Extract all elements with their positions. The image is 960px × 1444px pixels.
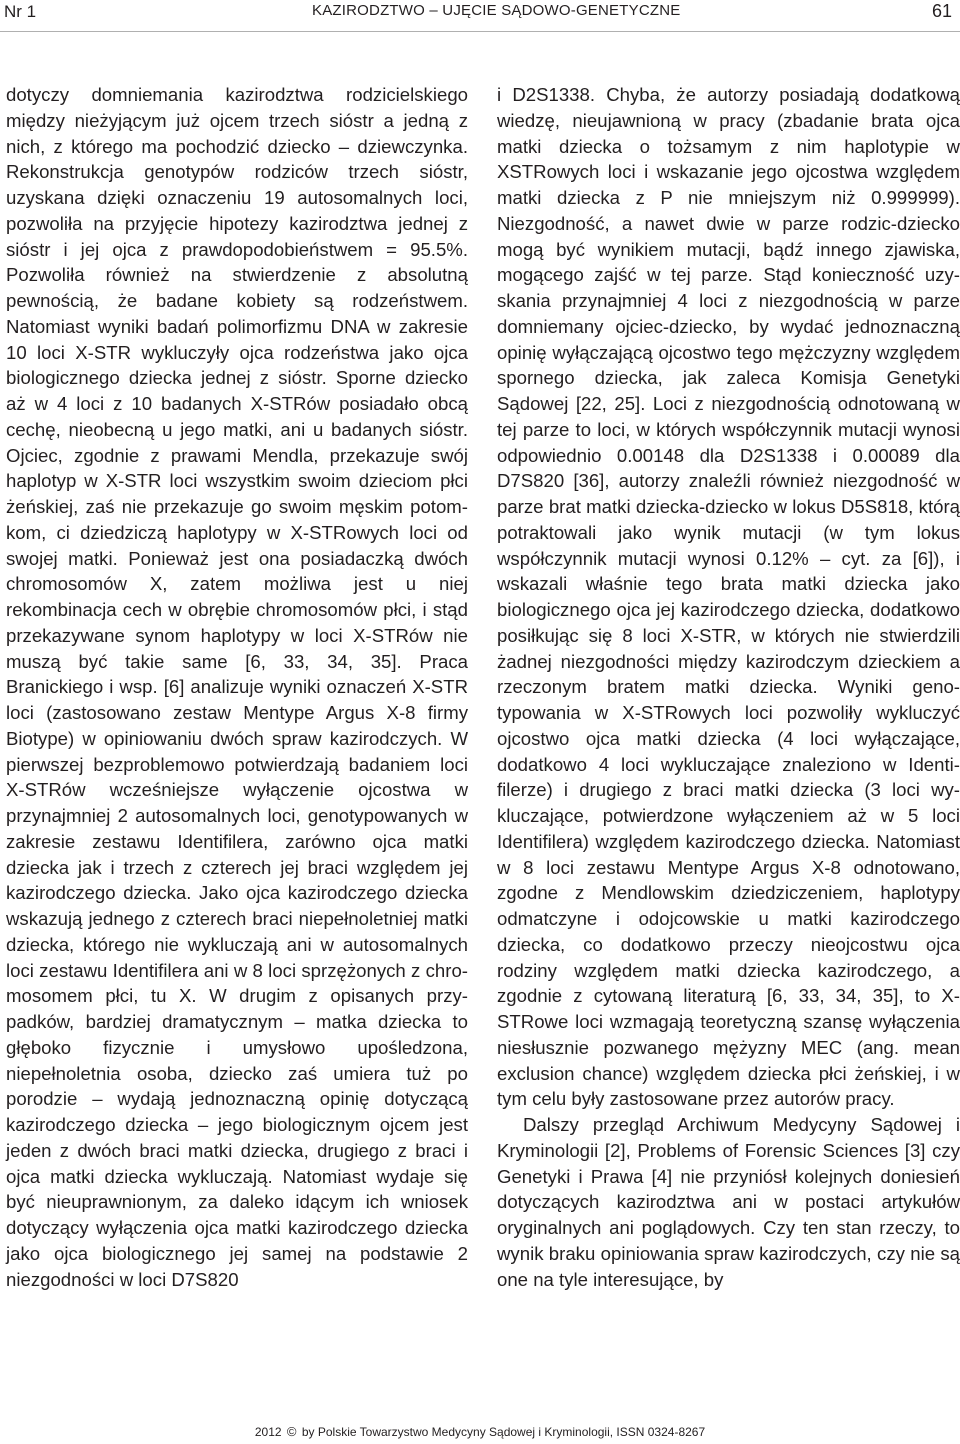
running-title: KAZIRODZTWO – UJĘCIE SĄDOWO-GENETYCZNE (312, 2, 681, 19)
page-number: 61 (931, 1, 952, 21)
running-header (0, 0, 960, 32)
copyright-icon: © (286, 1424, 297, 1439)
footer-text: by Polskie Towarzystwo Medycyny Sądowej i Kryminologii, ISSN 0324-8267 (301, 1425, 706, 1439)
footer-year: 2012 (254, 1425, 282, 1439)
body-paragraph: i D2S1338. Chyba, że autorzy posiadają dodatkową wiedzę, nieujawnioną w pracy (zbadanie brata ojca matki dziecka o tożsamym z nim haplotypie w XSTRowych loci i wskazanie jego ojcostwa względem matki dziecka z P nie mniejszym niż 0.999999). Niezgodność, a nawet dwie w parze rodzic-dziecko mogą być wynikiem mutacji, bądź innego zjawiska, mogącego zajść w tej parze. Stąd konieczność uzyskania przynajmniej 4 loci z niezgodnością w parze domniemany ojciec-dziecko, by wydać jednoznaczną opinię wyłączającą ojcostwo tego mężczyzny względem spornego dziecka, jak zaleca Komisja Genetyki Sądowej [22, 25]. Loci z niezgodnością odnotowaną w tej parze to loci, w których współczynnik mutacji wynosi odpowiednio 0.00148 dla D2S1338 i 0.00089 dla D7S820 [36], autorzy znaleźli również niezgodność w parze brat matki dziecka-dziecko w lokus D5S818, którą potraktowali jako wynik mutacji (w tym lokus współczynnik mutacji wynosi 0.12% – cyt. za [6]), i wskazali właśnie tego brata matki dziecka jako biologicznego ojca jej kazirodczego dziecka, dodatkowo posiłkując się 8 loci X-STR, w których nie stwierdzili żadnej niezgodności między kazirodczym dzieckiem a rzeczonym bratem matki dziecka. Wyniki genotypowania w X-STRowych loci pozwoliły wykluczyć ojcostwo ojca matki dziecka (4 loci wyłączające, dodatkowo 4 loci wykluczające znaleziono w Identifilerze) i drugiego z braci matki dziecka (3 loci wykluczające, potwierdzone wyłączeniem aż w 5 loci Identifilera) względem kazirodczego dziecka. Natomiast w 8 loci zestawu Mentype Argus X-8 odnotowano, zgodne z Mendlowskim dziedziczeniem, haplotypy odmatczyne i odojcowskie u matki kazirodczego dziecka, co dodatkowo przeczy nieojcostwu ojca rodziny względem matki dziecka kazirodczego, a zgodnie z cytowaną literaturą [6, 33, 34, 35], to X-STRowe loci wzmagają teoretyczną szansę wyłączenia niesłusznie pozwanego mężyzny MEC (ang. mean exclusion chance) względem dziecka płci żeńskiej, i w tym celu były zastosowane przez autorów pracy. (497, 84, 960, 1110)
left-column (6, 82, 468, 1292)
header-divider (0, 31, 960, 32)
page-footer (0, 1424, 960, 1439)
issue-number: Nr 1 (4, 2, 37, 21)
right-column (497, 82, 960, 1292)
body-paragraph: Dalszy przegląd Archiwum Medycyny Sądowej i Kryminologii [2], Problems of Forensic Sciences [3] czy Genetyki i Prawa [4] nie przyniósł kolejnych doniesień dotyczących kazirodztwa ani w postaci artykułów oryginalnych ani poglądowych. Czy ten stan rzeczy, to wynik braku opiniowania spraw kazirodczych, czy nie są one na tyle interesujące, by (497, 1114, 960, 1290)
body-paragraph: dotyczy domniemania kazirodztwa rodzicielskiego między nieżyjącym już ojcem trzech sióstr a jedną z nich, z którego ma pochodzić dziecko – dziewczynka. Rekonstrukcja genotypów rodziców trzech sióstr, uzyskana dzięki oznaczeniu 19 autosomalnych loci, pozwoliła na przyjęcie hipotezy kazirodztwa jednej z sióstr i jej ojca z prawdopodobieństwem = 95.5%. Pozwoliła również na stwierdzenie z absolutną pewnością, że badane kobiety są rodzeństwem. Natomiast wyniki badań polimorfizmu DNA w zakresie 10 loci X-STR wykluczyły ojca rodzeństwa jako ojca biologicznego dziecka jednej z sióstr. Sporne dziecko aż w 4 loci z 10 badanych X-STRów posiadało obcą cechę, nieobecną u jego matki, ani u badanych sióstr. Ojciec, zgodnie z prawami Mendla, przekazuje swój haplotyp w X-STR loci wszystkim swoim dzieciom płci żeńskiej, zaś nie przekazuje go swoim męskim potomkom, ci dziedziczą haplotypy w X-STRowych loci od swojej matki. Ponieważ jest ona posiadaczką dwóch chromosomów X, zatem możliwa jest u niej rekombinacja cech w obrębie chromosomów płci, i stąd przekazywane synom haplotypy w loci X-STRów nie muszą być takie same [6, 33, 34, 35]. Praca Branickiego i wsp. [6] analizuje wyniki oznaczeń X-STR loci (zastosowano zestaw Mentype Argus X-8 firmy Biotype) w opiniowaniu dwóch spraw kazirodczych. W pierwszej bezproblemowo potwierdzają badaniem loci X-STRów wcześniejsze wyłączenie ojcostwa w przynajmniej 2 autosomalnych loci, genotypowanych w zakresie zestawu Identifilera, zarówno ojca matki dziecka jak i trzech z czterech jej braci względem jej kazirodczego dziecka. Jako ojca kazirodczego dziecka wskazują jednego z czterech braci niepełnoletniej matki dziecka, którego nie wykluczają ani w autosomalnych loci zestawu Identifilera ani w 8 loci sprzężonych z chromosomem płci, tu X. W drugim z opisanych przypadków, bardziej dramatycznym – matka dziecka to głęboko fizycznie i umysłowo upośledzona, niepełnoletnia osoba, dziecko zaś umiera tuż po porodzie – wydają jednoznaczną opinię dotyczącą kazirodczego dziecka – jego biologicznym ojcem jest jeden z dwóch braci matki dziecka, drugiego z braci i ojca matki dziecka wykluczają. Natomiast wydaje się być nieuprawnionym, za daleko idącym ich wniosek dotyczący wyłączenia ojca matki kazirodczego dziecka jako ojca biologicznego jej samej na podstawie 2 niezgodności w loci D7S820 (6, 84, 468, 1290)
